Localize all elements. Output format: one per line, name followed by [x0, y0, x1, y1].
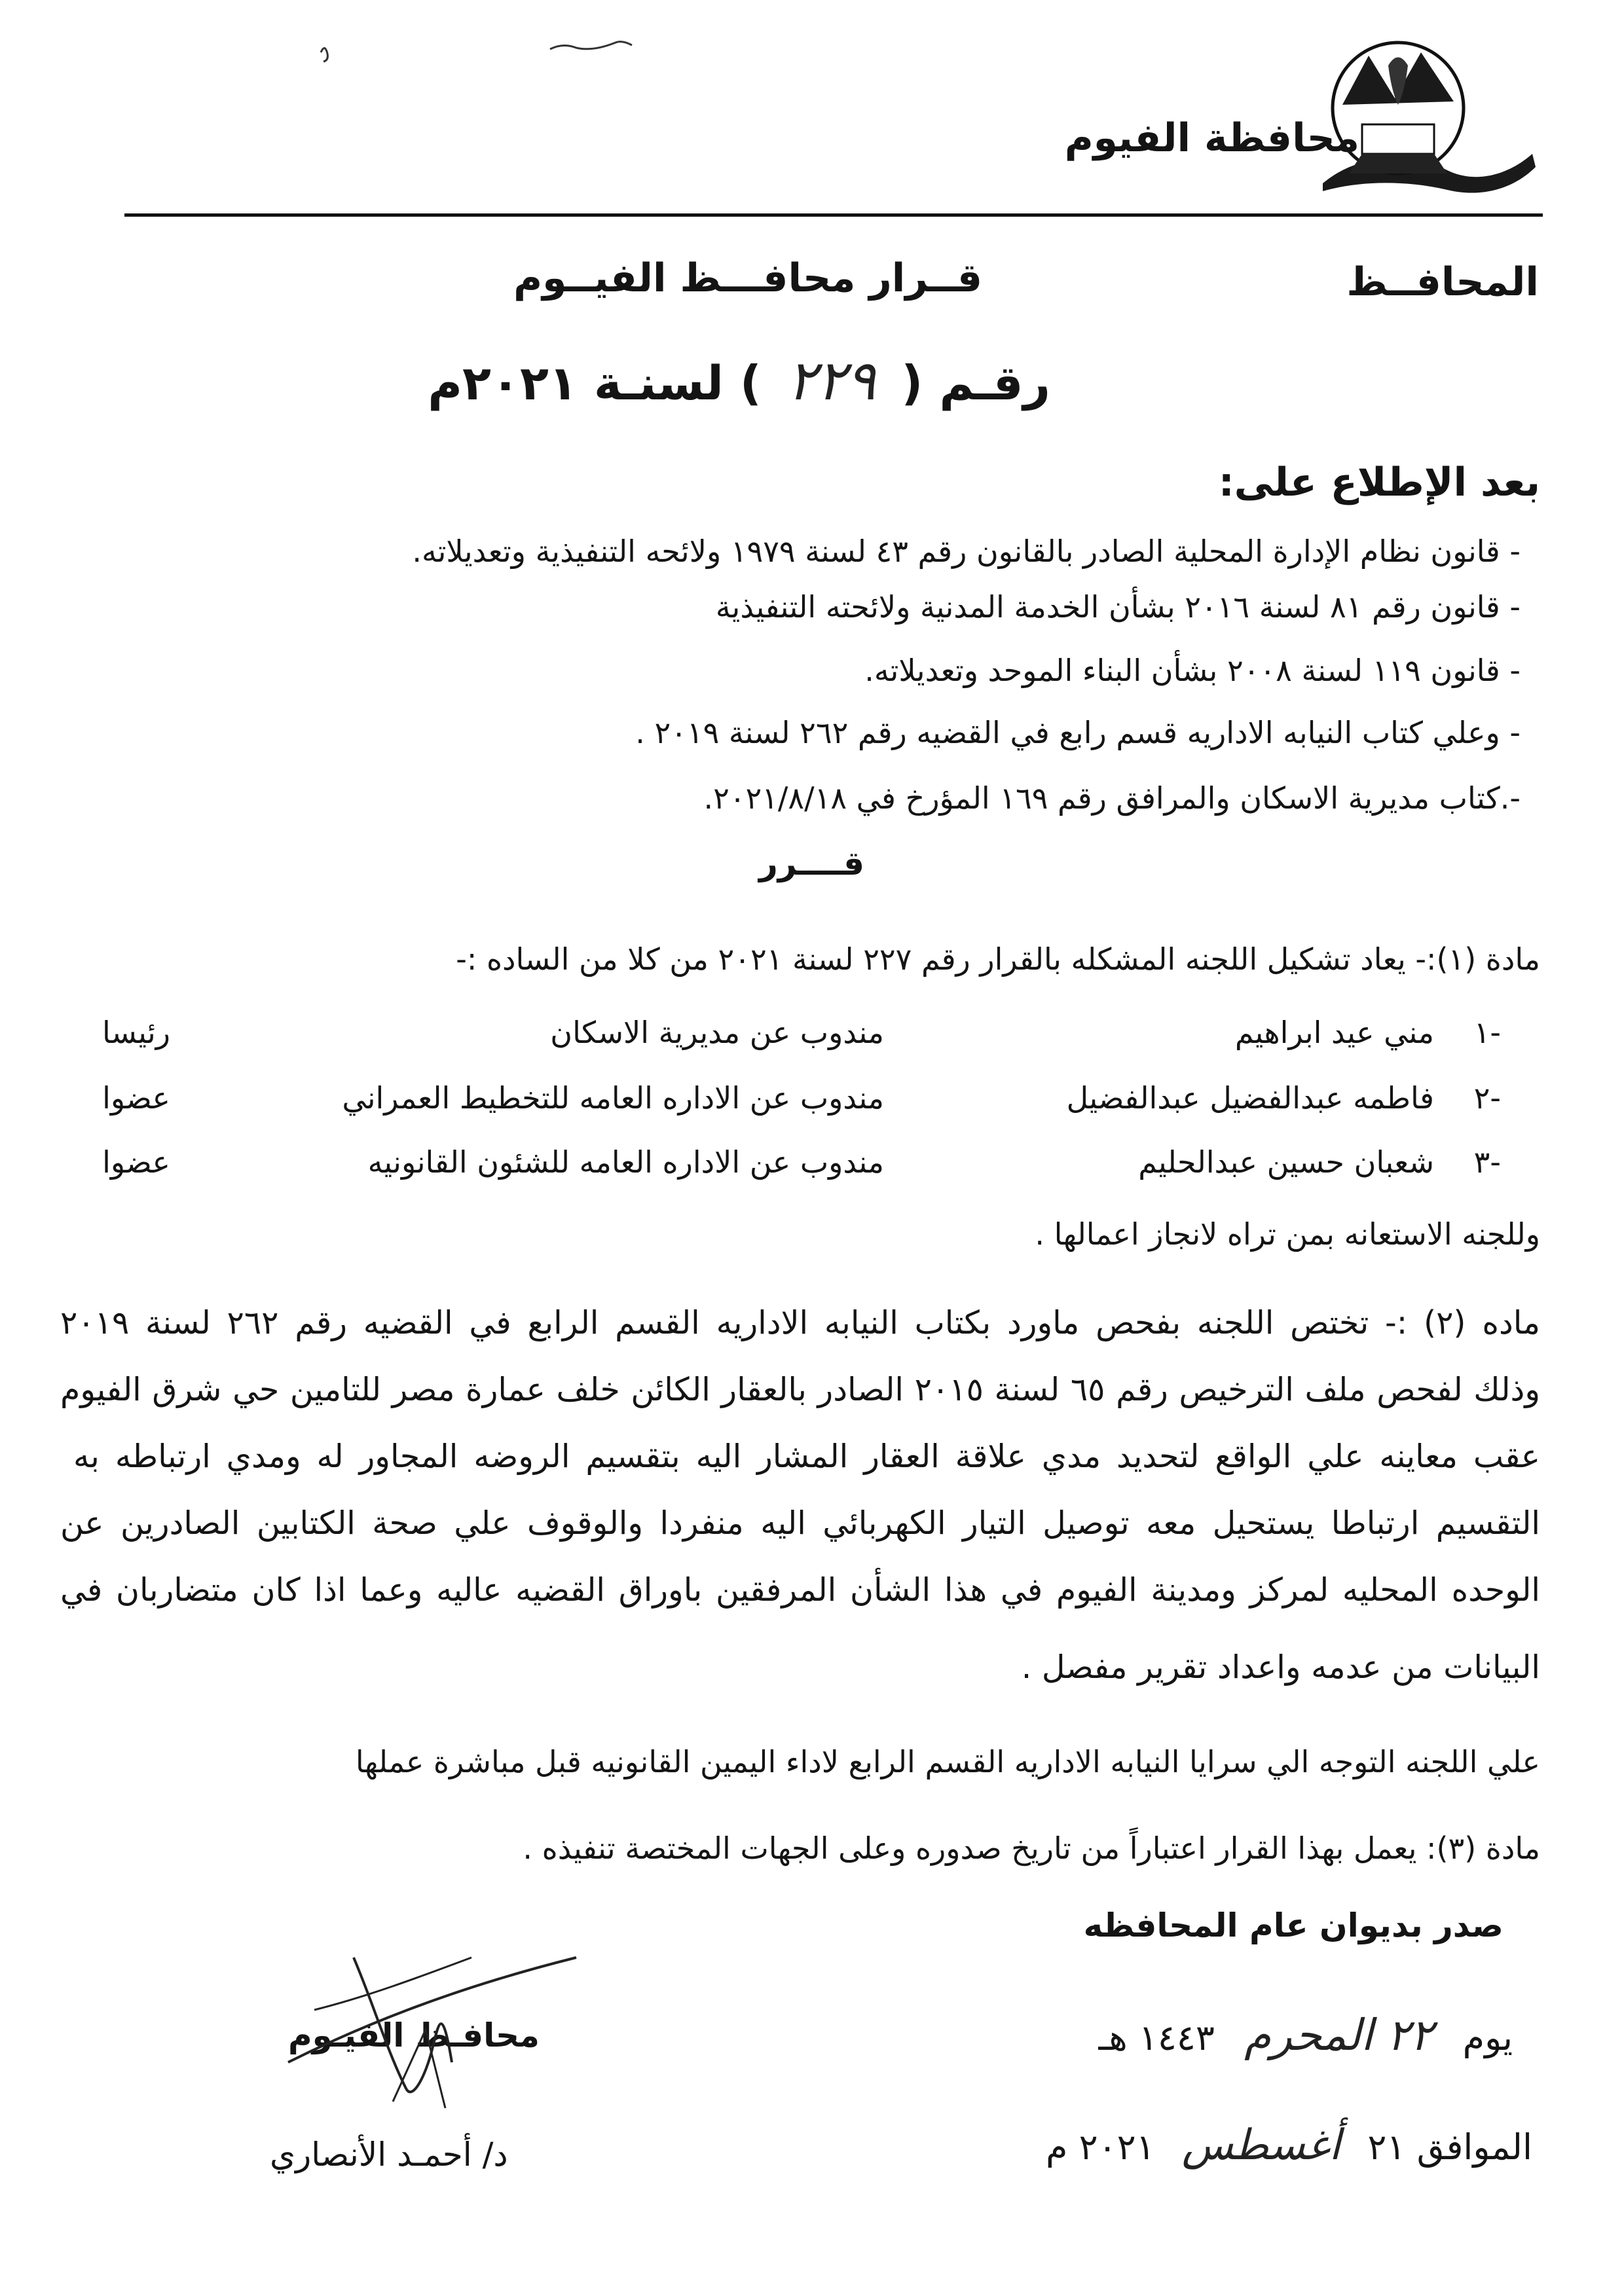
- handwritten-signature: [275, 1931, 589, 2128]
- member-number: ٣-: [1473, 1144, 1501, 1180]
- article-3-text: مادة (٣): يعمل بهذا القرار اعتباراً من تاريخ صدوره وعلى الجهات المختصة تنفيذه .: [523, 1831, 1540, 1866]
- number-handwritten: ٢٢٩: [786, 348, 876, 412]
- issued-at: صدر بديوان عام المحافظه: [1083, 1906, 1504, 1944]
- hijri-prefix: يوم: [1462, 2017, 1513, 2058]
- member-position: رئيسا: [102, 1015, 170, 1050]
- member-name: شعبان حسين عبدالحليم: [1138, 1144, 1434, 1180]
- member-role: مندوب عن مديرية الاسكان: [550, 1015, 884, 1050]
- member-name: فاطمه عبدالفضيل عبدالفضيل: [1066, 1080, 1434, 1116]
- article-2-line: ماده (٢) :- تختص اللجنه بفحص ماورد بكتاب النيابه الاداريه القسم الرابع في القضيه رقم ٢٦٢ لسنة ٢٠١٩: [60, 1304, 1540, 1341]
- member-role: مندوب عن الاداره العامه للشئون القانونيه: [367, 1144, 884, 1180]
- member-position: عضوا: [102, 1144, 170, 1180]
- header-divider: [124, 213, 1543, 217]
- article-1-text: مادة (١):- يعاد تشكيل اللجنه المشكله بالقرار رقم ٢٢٧ لسنة ٢٠٢١ من كلا من الساده :-: [456, 941, 1540, 977]
- gregorian-prefix: الموافق ٢١: [1367, 2126, 1532, 2168]
- gregorian-date: [1046, 2121, 1532, 2170]
- preamble-item: - قانون ١١٩ لسنة ٢٠٠٨ بشأن البناء الموحد وتعديلاته.: [864, 653, 1521, 688]
- preamble-item: - قانون نظام الإدارة المحلية الصادر بالقانون رقم ٤٣ لسنة ١٩٧٩ ولائحه التنفيذية وتعديلاته.: [412, 534, 1521, 569]
- hijri-day-handwritten: ٢٢ المحرم: [1244, 2010, 1433, 2060]
- member-position: عضوا: [102, 1080, 170, 1116]
- decision-heading: قــرار محافـــظ الفيــوم: [513, 255, 982, 301]
- article-1-note: وللجنه الاستعانه بمن تراه لانجاز اعمالها .: [1035, 1216, 1540, 1252]
- article-2-line: البيانات من عدمه واعداد تقرير مفصل .: [1021, 1649, 1540, 1686]
- fayoum-emblem-logo: [1316, 26, 1539, 203]
- article-2-note: علي اللجنه التوجه الي سرايا النيابه الاداريه القسم الرابع لاداء اليمين القانونيه قبل مباشرة عملها: [355, 1744, 1540, 1779]
- member-role: مندوب عن الاداره العامه للتخطيط العمراني: [342, 1080, 884, 1116]
- article-2-line: الوحده المحليه لمركز ومدينة الفيوم في هذا الشأن المرفقين باوراق القضيه عاليه وعما اذا كان متضاربان في: [60, 1571, 1540, 1609]
- article-2-line: عقب معاينه علي الواقع لتحديد مدي علاقة العقار المشار اليه بتقسيم الروضه المجاور له ومدي ارتباطه به: [73, 1438, 1540, 1475]
- number-prefix: رقـم (: [901, 355, 1050, 410]
- article-2-line: وذلك لفحص ملف الترخيص رقم ٦٥ لسنة ٢٠١٥ الصادر بالعقار الكائن خلف عمارة مصر للتامين حي شرق الفيوم: [60, 1371, 1540, 1408]
- preamble-item: - وعلي كتاب النيابه الاداريه قسم رابع في القضيه رقم ٢٦٢ لسنة ٢٠١٩ .: [635, 715, 1521, 750]
- decision-number-line: [428, 348, 1050, 412]
- preamble-item: - قانون رقم ٨١ لسنة ٢٠١٦ بشأن الخدمة المدنية ولائحته التنفيذية: [715, 589, 1521, 625]
- gregorian-year: ٢٠٢١ م: [1045, 2126, 1155, 2168]
- gregorian-month-handwritten: أغسطس: [1181, 2121, 1341, 2170]
- decision-label: قــــرر: [759, 845, 864, 883]
- member-name: مني عيد ابراهيم: [1234, 1015, 1434, 1050]
- member-number: ١-: [1473, 1015, 1501, 1050]
- signer-title: محافـظ الفيـوم: [288, 2016, 540, 2054]
- governorate-name: محافظة الفيوم: [1064, 115, 1359, 161]
- signer-name: د/ أحمـد الأنصاري: [270, 2136, 508, 2174]
- article-2-line: التقسيم ارتباطا يستحيل معه توصيل التيار الكهربائي اليه منفردا والوقوف علي صحة الكتابين الصادرين عن: [60, 1504, 1540, 1542]
- hijri-year: ١٤٤٣ هـ: [1098, 2017, 1215, 2058]
- preamble-heading: بعد الإطلاع على:: [1218, 460, 1540, 505]
- margin-scribble: [308, 26, 661, 72]
- hijri-date: [1098, 2010, 1513, 2060]
- preamble-item: -.كتاب مديرية الاسكان والمرافق رقم ١٦٩ المؤرخ في ٢٠٢١/٨/١٨.: [703, 780, 1521, 816]
- member-number: ٢-: [1473, 1080, 1501, 1116]
- governor-label: المحافــظ: [1346, 259, 1539, 305]
- number-suffix: ) لسنـة ٢٠٢١م: [428, 355, 762, 410]
